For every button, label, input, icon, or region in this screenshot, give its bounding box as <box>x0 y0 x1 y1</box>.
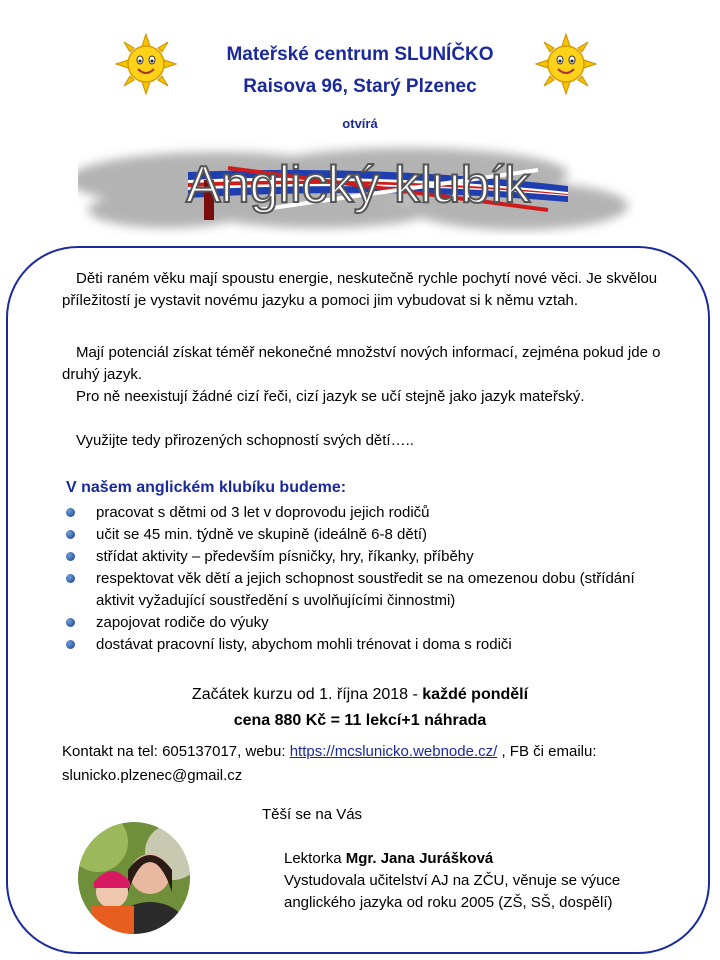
lecturer-photo <box>78 822 190 934</box>
lecturer-info: Lektorka Mgr. Jana Jurášková Vystudovala učitelství AJ na ZČU, věnuje se výuce anglického jazyka od roku 2005 (ZŠ, SŠ, dospělí) <box>284 850 621 911</box>
list-item: střídat aktivity – především písničky, hry, říkanky, příběhy <box>60 546 660 568</box>
course-price: cena 880 Kč = 11 lekcí+1 náhrada <box>233 712 487 729</box>
intro-paragraph: Pro ně neexistují žádné cizí řeči, cizí jazyk se učí stejně jako jazyk mateřský. <box>76 388 585 405</box>
bullet-icon <box>66 618 75 627</box>
club-logo-banner <box>78 140 638 236</box>
club-title: Anglický klubík <box>186 156 530 214</box>
intro-paragraph: Mají potenciál získat téměř nekonečné množství nových informací, zejména pokud jde o druhý jazyk. <box>62 344 661 383</box>
list-item: učit se 45 min. týdně ve skupině (ideálně 6-8 dětí) <box>60 524 660 546</box>
bullet-icon <box>66 508 75 517</box>
activities-list <box>60 502 660 656</box>
opens-label: otvírá <box>342 116 378 131</box>
center-name: Mateřské centrum SLUNÍČKO <box>226 44 494 65</box>
list-item: dostávat pracovní listy, abychom mohli trénovat i doma s rodiči <box>60 634 660 656</box>
website-link[interactable]: https://mcslunicko.webnode.cz/ <box>289 743 498 760</box>
lecturer-bio: Vystudovala učitelství AJ na ZČU, věnuje se výuce anglického jazyka od roku 2005 (ZŠ, SŠ, dospělí) <box>284 872 621 911</box>
closing-text: Těší se na Vás <box>262 806 363 823</box>
intro-paragraph: Děti raném věku mají spoustu energie, neskutečně rychle pochytí nové věci. Je skvělou příležitostí je vystavit novému jazyku a pomoci jim vybudovat si k němu vztah. <box>62 270 658 309</box>
course-start: Začátek kurzu od 1. října 2018 - každé pondělí <box>191 686 529 703</box>
intro-paragraph: Využijte tedy přirozených schopností svých dětí….. <box>76 432 414 449</box>
bullet-icon <box>66 530 75 539</box>
list-item: zapojovat rodiče do výuky <box>60 612 660 634</box>
center-address: Raisova 96, Starý Plzenec <box>243 76 477 97</box>
list-item: pracovat s dětmi od 3 let v doprovodu jejich rodičů <box>60 502 660 524</box>
bullet-icon <box>66 552 75 561</box>
lecturer-name: Mgr. Jana Jurášková <box>345 850 494 867</box>
activities-heading: V našem anglickém klubíku budeme: <box>66 479 347 496</box>
course-day: každé pondělí <box>422 686 529 703</box>
bullet-icon <box>66 574 75 583</box>
list-item: respektovat věk dětí a jejich schopnost soustředit se na omezenou dobu (střídání aktivit vyžadující soustředění s uvolňujícími činnostmi) <box>60 568 660 612</box>
bullet-icon <box>66 640 75 649</box>
contact-info: Kontakt na tel: 605137017, webu: https://mcslunicko.webnode.cz/ , FB či emailu: slunicko.plzenec@gmail.cz <box>62 743 597 784</box>
